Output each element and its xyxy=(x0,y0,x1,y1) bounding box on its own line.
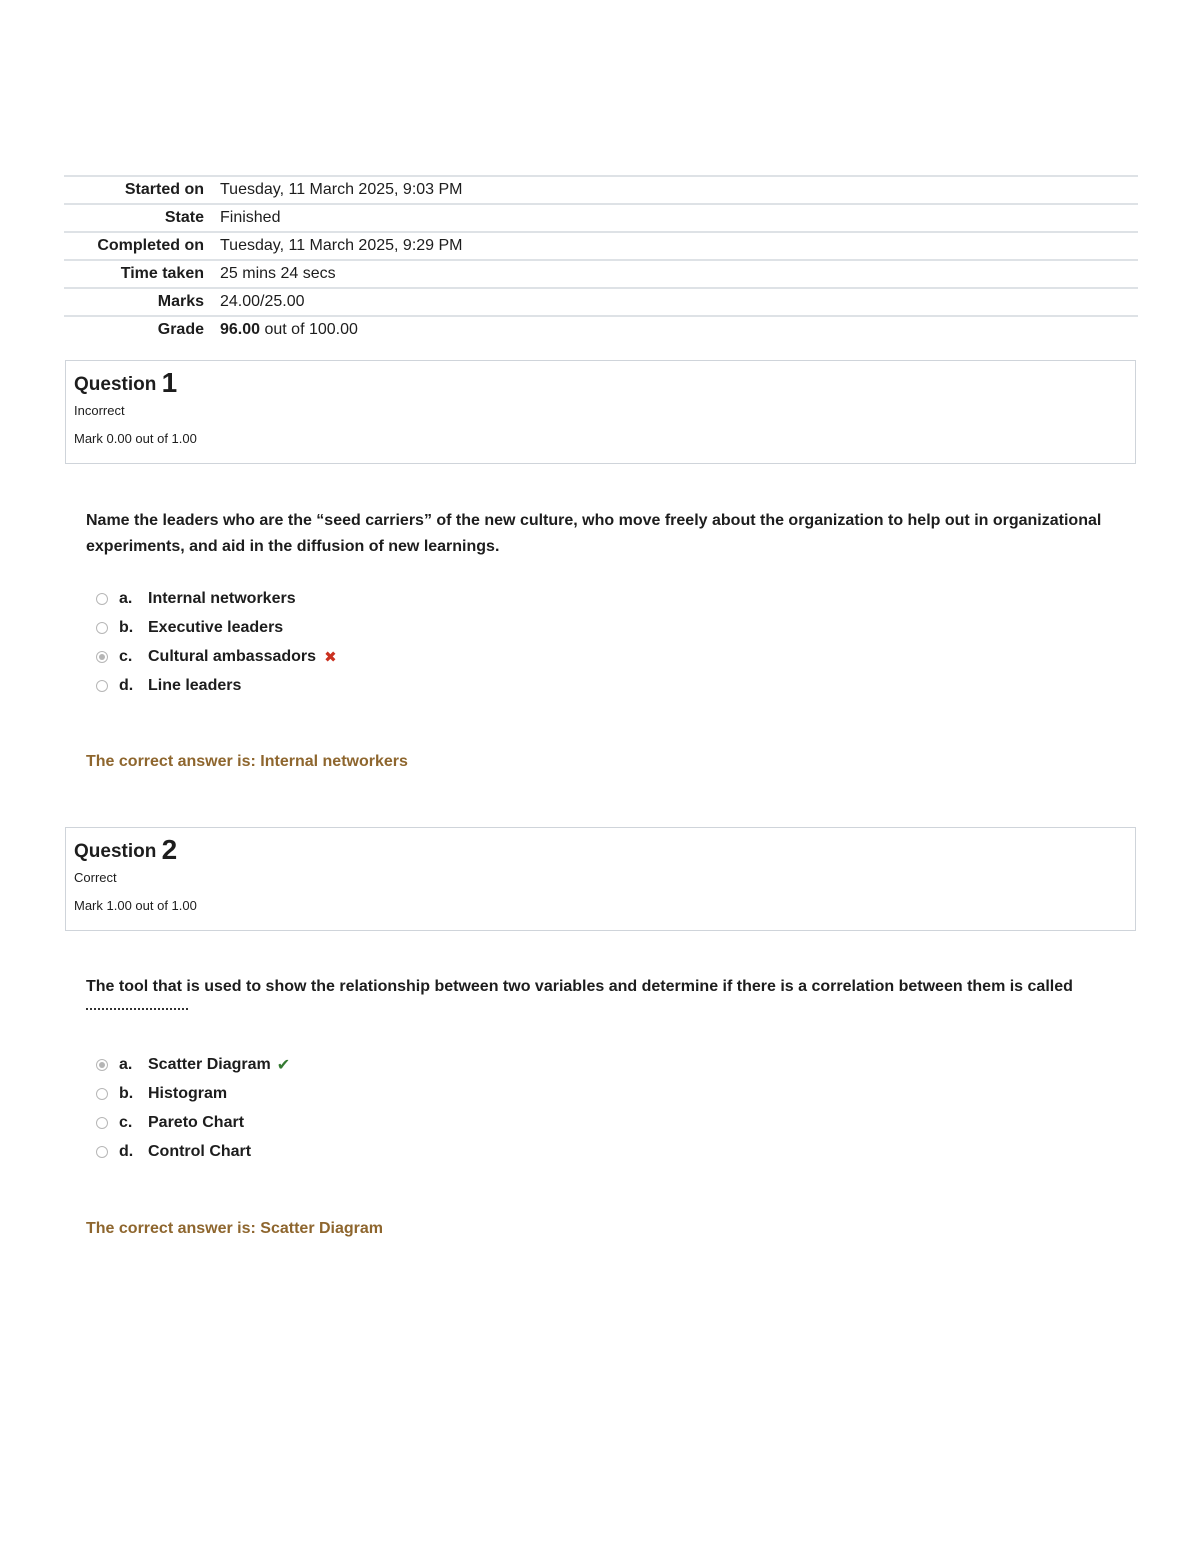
radio-button[interactable] xyxy=(96,1146,108,1158)
answer-option[interactable]: d. Control Chart xyxy=(96,1137,290,1166)
question-mark: Mark 1.00 out of 1.00 xyxy=(74,898,197,913)
grade-suffix: out of 100.00 xyxy=(260,321,358,338)
summary-row-state xyxy=(64,205,1138,233)
wrong-cross-icon: ✖ xyxy=(324,648,337,666)
grade-score: 96.00 xyxy=(220,321,261,338)
answer-option[interactable]: c. Cultural ambassadors ✖ xyxy=(96,642,337,671)
radio-button-selected[interactable] xyxy=(96,1059,108,1071)
summary-row-completed xyxy=(64,233,1138,261)
question-2-feedback: The correct answer is: Scatter Diagram xyxy=(86,1220,384,1237)
answer-label: Control Chart xyxy=(148,1142,252,1160)
attempt-summary-table xyxy=(64,175,1138,343)
summary-row-grade xyxy=(64,317,1138,343)
question-2-answers xyxy=(96,1050,290,1166)
summary-value: Finished xyxy=(220,209,281,226)
answer-label: Histogram xyxy=(148,1084,228,1102)
question-state: Incorrect xyxy=(74,403,125,418)
summary-value: 24.00/25.00 xyxy=(220,293,305,310)
fill-in-blank xyxy=(86,1000,188,1010)
radio-button[interactable] xyxy=(96,622,108,634)
question-1-info xyxy=(65,360,1136,464)
question-1-feedback: The correct answer is: Internal networkers xyxy=(86,753,408,770)
question-mark: Mark 0.00 out of 1.00 xyxy=(74,431,197,446)
radio-button-selected[interactable] xyxy=(96,651,108,663)
summary-value: Tuesday, 11 March 2025, 9:03 PM xyxy=(220,181,463,198)
answer-label: Cultural ambassadors xyxy=(148,647,317,665)
answer-label: Line leaders xyxy=(148,676,242,694)
summary-label: Completed on xyxy=(97,237,204,254)
summary-value xyxy=(220,321,358,339)
question-title: Question 1 xyxy=(74,367,178,398)
answer-label: Executive leaders xyxy=(148,618,284,636)
question-number: 1 xyxy=(161,367,178,398)
answer-option[interactable]: a. Internal networkers xyxy=(96,584,337,613)
correct-check-icon: ✔ xyxy=(276,1056,291,1074)
summary-row-started xyxy=(64,177,1138,205)
question-2-info xyxy=(65,827,1136,931)
answer-option[interactable]: d. Line leaders xyxy=(96,671,337,700)
summary-label: Time taken xyxy=(120,265,204,282)
summary-label: State xyxy=(164,209,204,226)
answer-label: Scatter Diagram xyxy=(148,1055,271,1073)
radio-button[interactable] xyxy=(96,1117,108,1129)
answer-option[interactable]: c. Pareto Chart xyxy=(96,1108,290,1137)
summary-value: Tuesday, 11 March 2025, 9:29 PM xyxy=(220,237,463,254)
answer-option[interactable]: b. Histogram xyxy=(96,1079,290,1108)
radio-button[interactable] xyxy=(96,1088,108,1100)
answer-label: Internal networkers xyxy=(148,589,296,607)
summary-label: Grade xyxy=(157,321,204,338)
summary-value: 25 mins 24 secs xyxy=(220,265,336,282)
summary-row-marks xyxy=(64,289,1138,317)
answer-option[interactable]: b. Executive leaders xyxy=(96,613,337,642)
question-title: Question 2 xyxy=(74,834,178,865)
question-2-text: The tool that is used to show the relationship between two variables and determine if there is a correlation between them is called xyxy=(86,974,1116,1026)
radio-button[interactable] xyxy=(96,593,108,605)
summary-label: Started on xyxy=(124,181,204,198)
question-number: 2 xyxy=(161,834,178,865)
question-state: Correct xyxy=(74,870,117,885)
question-1-text: Name the leaders who are the “seed carriers” of the new culture, who move freely about the organization to help out in organizational experiments, and aid in the diffusion of new learnings. xyxy=(86,512,1102,555)
answer-label: Pareto Chart xyxy=(148,1113,245,1131)
summary-row-time-taken xyxy=(64,261,1138,289)
answer-option[interactable]: a. Scatter Diagram ✔ xyxy=(96,1050,290,1079)
summary-label: Marks xyxy=(157,293,204,310)
radio-button[interactable] xyxy=(96,680,108,692)
question-1-answers xyxy=(96,584,337,700)
